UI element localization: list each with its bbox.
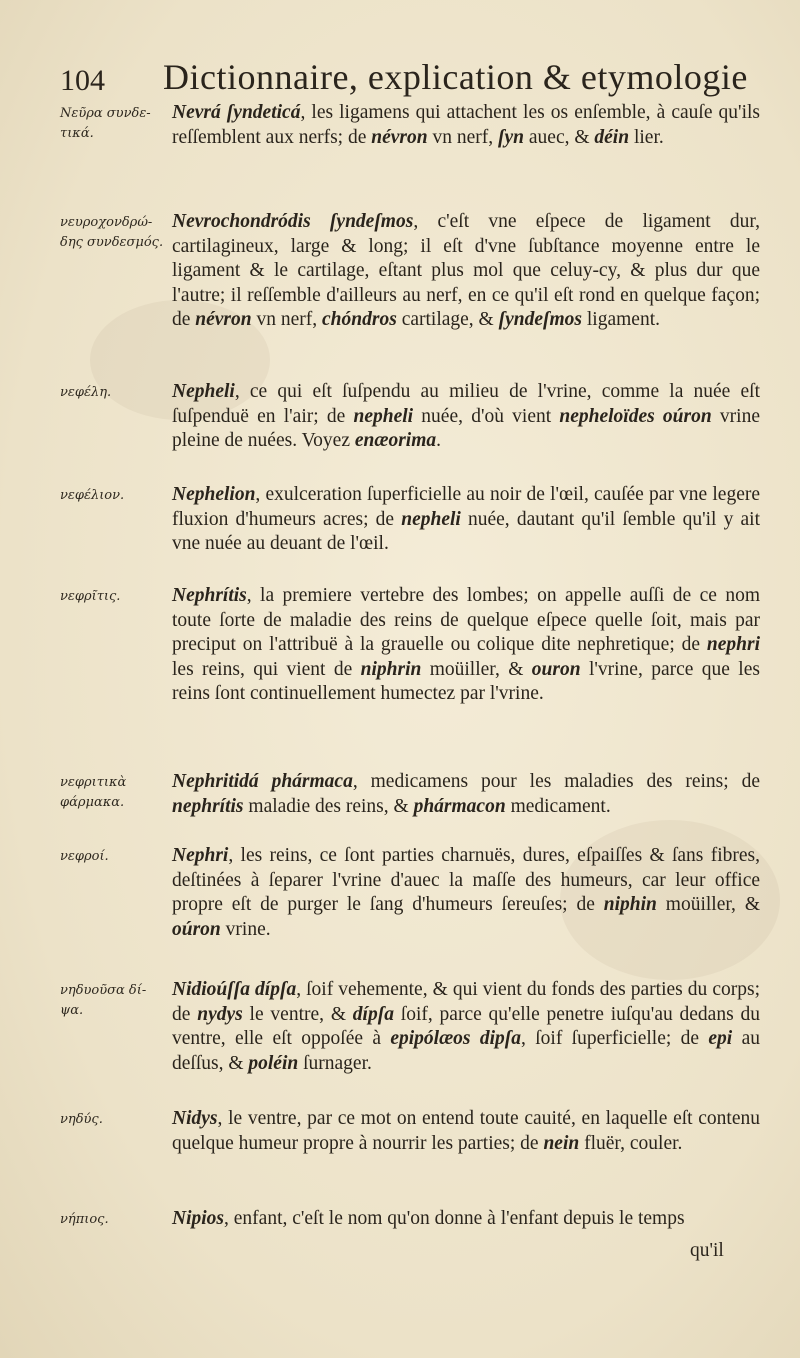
headword: Nevrochondródis ſyndeſmos bbox=[172, 211, 414, 232]
definition-text: auec, & bbox=[524, 126, 595, 148]
headword: Nidioúſſa dípſa bbox=[172, 979, 297, 1000]
etymon-term: epi bbox=[708, 1028, 733, 1049]
definition-text: moüiller, & bbox=[421, 658, 532, 680]
headword: Nephri bbox=[172, 845, 229, 866]
entry-text bbox=[172, 1207, 760, 1232]
definition-text: vrine. bbox=[220, 918, 271, 940]
etymon-term: niphrin bbox=[360, 658, 422, 680]
etymon-term: epipólæos dipſa bbox=[390, 1028, 522, 1049]
definition-text: ſurnager. bbox=[298, 1052, 372, 1074]
headword: Nidys bbox=[172, 1108, 218, 1129]
headword: Nephrítis bbox=[172, 585, 247, 606]
entry-text bbox=[172, 770, 760, 819]
definition-text: maladie des reins, & bbox=[243, 795, 414, 817]
greek-margin-term: νεφέλη. bbox=[60, 385, 112, 400]
etymon-term: nepheli bbox=[353, 405, 414, 427]
definition-text: vn nerf, bbox=[251, 309, 323, 330]
entry-text bbox=[172, 483, 760, 557]
greek-margin-term: νεφριτικὰ φάρμακα. bbox=[60, 775, 127, 810]
entry-text bbox=[172, 380, 760, 454]
etymon-term: déin bbox=[594, 126, 630, 148]
etymon-term: nepheloïdes oúron bbox=[559, 405, 712, 427]
etymon-term: nepheli bbox=[401, 508, 461, 530]
etymon-term: chóndros bbox=[322, 309, 397, 330]
etymon-term: névron bbox=[371, 126, 428, 148]
definition-text: ſoif, parce qu'elle penetre iuſqu'au dedans du ventre, elle eſt oppoſée à bbox=[172, 1003, 760, 1049]
etymon-term: ſyn bbox=[498, 126, 525, 148]
etymon-term: nephrítis bbox=[172, 795, 244, 817]
etymon-term: ouron bbox=[531, 658, 581, 680]
headword: Nipios bbox=[172, 1208, 225, 1229]
headword: Nephritidá phármaca bbox=[172, 771, 353, 792]
definition-text: , exulceration ſuperficielle au noir de l'œil, cauſée par vne legere fluxion d'humeurs acres; de bbox=[172, 484, 760, 530]
etymon-term: névron bbox=[195, 309, 252, 330]
definition-text: ligament. bbox=[582, 309, 660, 330]
headword: Nephelion bbox=[172, 484, 256, 505]
definition-text: , le ventre, par ce mot on entend toute cauité, en laquelle eſt contenu quelque humeur propre à nourrir les parties; de bbox=[172, 1108, 760, 1154]
definition-text: , ſoif vehemente, & qui vient du fonds des parties du corps; de bbox=[172, 979, 760, 1025]
definition-text: vn nerf, bbox=[427, 126, 499, 148]
etymon-term: dípſa bbox=[352, 1003, 394, 1025]
entry-text bbox=[172, 584, 760, 707]
greek-margin-term: Νεῦρα συνδε-τικά. bbox=[60, 106, 151, 141]
entry-text bbox=[172, 210, 760, 333]
entry-text bbox=[172, 101, 760, 150]
definition-text: les reins, qui vient de bbox=[172, 658, 361, 680]
etymon-term: poléin bbox=[248, 1052, 299, 1074]
running-head: Dictionnaire, explication & etymologie bbox=[163, 57, 748, 97]
page-header bbox=[60, 56, 760, 106]
definition-text: fluër, couler. bbox=[579, 1132, 683, 1154]
definition-text: nuée, d'où vient bbox=[413, 405, 560, 427]
etymon-term: nydys bbox=[197, 1003, 243, 1025]
definition-text: cartilage, & bbox=[396, 309, 499, 330]
entry-text bbox=[172, 978, 760, 1076]
definition-text: , les ligamens qui attachent les os enſemble, à cauſe qu'ils reſſemblent aux nerfs; de bbox=[172, 102, 760, 148]
definition-text: , ce qui eſt ſuſpendu au milieu de l'vrine, comme la nuée eſt ſuſpenduë en l'air; de bbox=[172, 381, 760, 427]
definition-text: lier. bbox=[629, 126, 664, 148]
etymon-term: enæorima bbox=[354, 430, 437, 451]
definition-text: le ventre, & bbox=[242, 1003, 353, 1025]
etymon-term: nephri bbox=[706, 634, 760, 655]
greek-margin-term: νευροχονδρώ-δης συνδεσμός. bbox=[60, 215, 164, 250]
greek-margin-term: νεφρῖτις. bbox=[60, 589, 121, 604]
definition-text: , la premiere vertebre des lombes; on appelle auſſi de ce nom toute ſorte de maladie des reins de quelque eſpece quelle ſoit, mais par preciput on l'attribuë à la grauelle ou colique dite nephretique; de bbox=[172, 585, 760, 655]
entry-text bbox=[172, 844, 760, 942]
definition-text: nuée, dautant qu'il ſemble qu'il y ait vne nuée au deuant de l'œil. bbox=[172, 508, 760, 554]
etymon-term: oúron bbox=[172, 918, 221, 940]
headword: Nevrá ſyndeticá bbox=[172, 102, 301, 123]
definition-text: vrine pleine de nuées. Voyez bbox=[172, 405, 760, 451]
greek-margin-term: νήπιος. bbox=[60, 1212, 109, 1227]
definition-text: , ſoif ſuperficielle; de bbox=[521, 1028, 709, 1049]
etymon-term: phármacon bbox=[413, 795, 506, 817]
headword: Nepheli bbox=[172, 381, 235, 402]
etymon-term: niphin bbox=[603, 894, 657, 915]
greek-margin-term: νηδυοῦσα δί-ψα. bbox=[60, 983, 147, 1018]
greek-margin-term: νηδύς. bbox=[60, 1112, 103, 1127]
definition-text: , enfant, c'eſt le nom qu'on donne à l'enfant depuis le temps bbox=[224, 1208, 685, 1229]
greek-margin-term: νεφροί. bbox=[60, 849, 109, 864]
definition-text: medicament. bbox=[505, 795, 611, 817]
greek-margin-term: νεφέλιον. bbox=[60, 488, 125, 503]
definition-text: . bbox=[436, 430, 441, 451]
definition-text: , c'eſt vne eſpece de ligament dur, cartilagineux, large & long; il eſt d'vne ſubſtance moyenne entre le ligament & le cartilage, eſtant plus mol que celuy-cy, & plus dur que l'autre; il reſſemble d'ailleurs au nerf, en ce qu'il eſt rond en quelque façon; de bbox=[172, 211, 761, 330]
definition-text: , les reins, ce ſont parties charnuës, dures, eſpaiſſes & ſans fibres, deſtinées à ſeparer l'vrine d'auec la maſſe des humeurs, car leur office propre eſt de purger le ſang d'humeurs ſereuſes; de bbox=[172, 845, 760, 915]
etymon-term: nein bbox=[543, 1132, 580, 1154]
definition-text: au deſſus, & bbox=[172, 1028, 760, 1074]
catchword: qu'il bbox=[690, 1240, 724, 1261]
definition-text: , medicamens pour les maladies des reins; de bbox=[352, 771, 760, 792]
etymon-term: ſyndeſmos bbox=[498, 309, 583, 330]
page-number: 104 bbox=[60, 64, 105, 97]
definition-text: l'vrine, parce que les reins ſont continuellement humectez par l'vrine. bbox=[172, 658, 760, 704]
entry-text bbox=[172, 1107, 760, 1156]
definition-text: moüiller, & bbox=[656, 894, 760, 915]
